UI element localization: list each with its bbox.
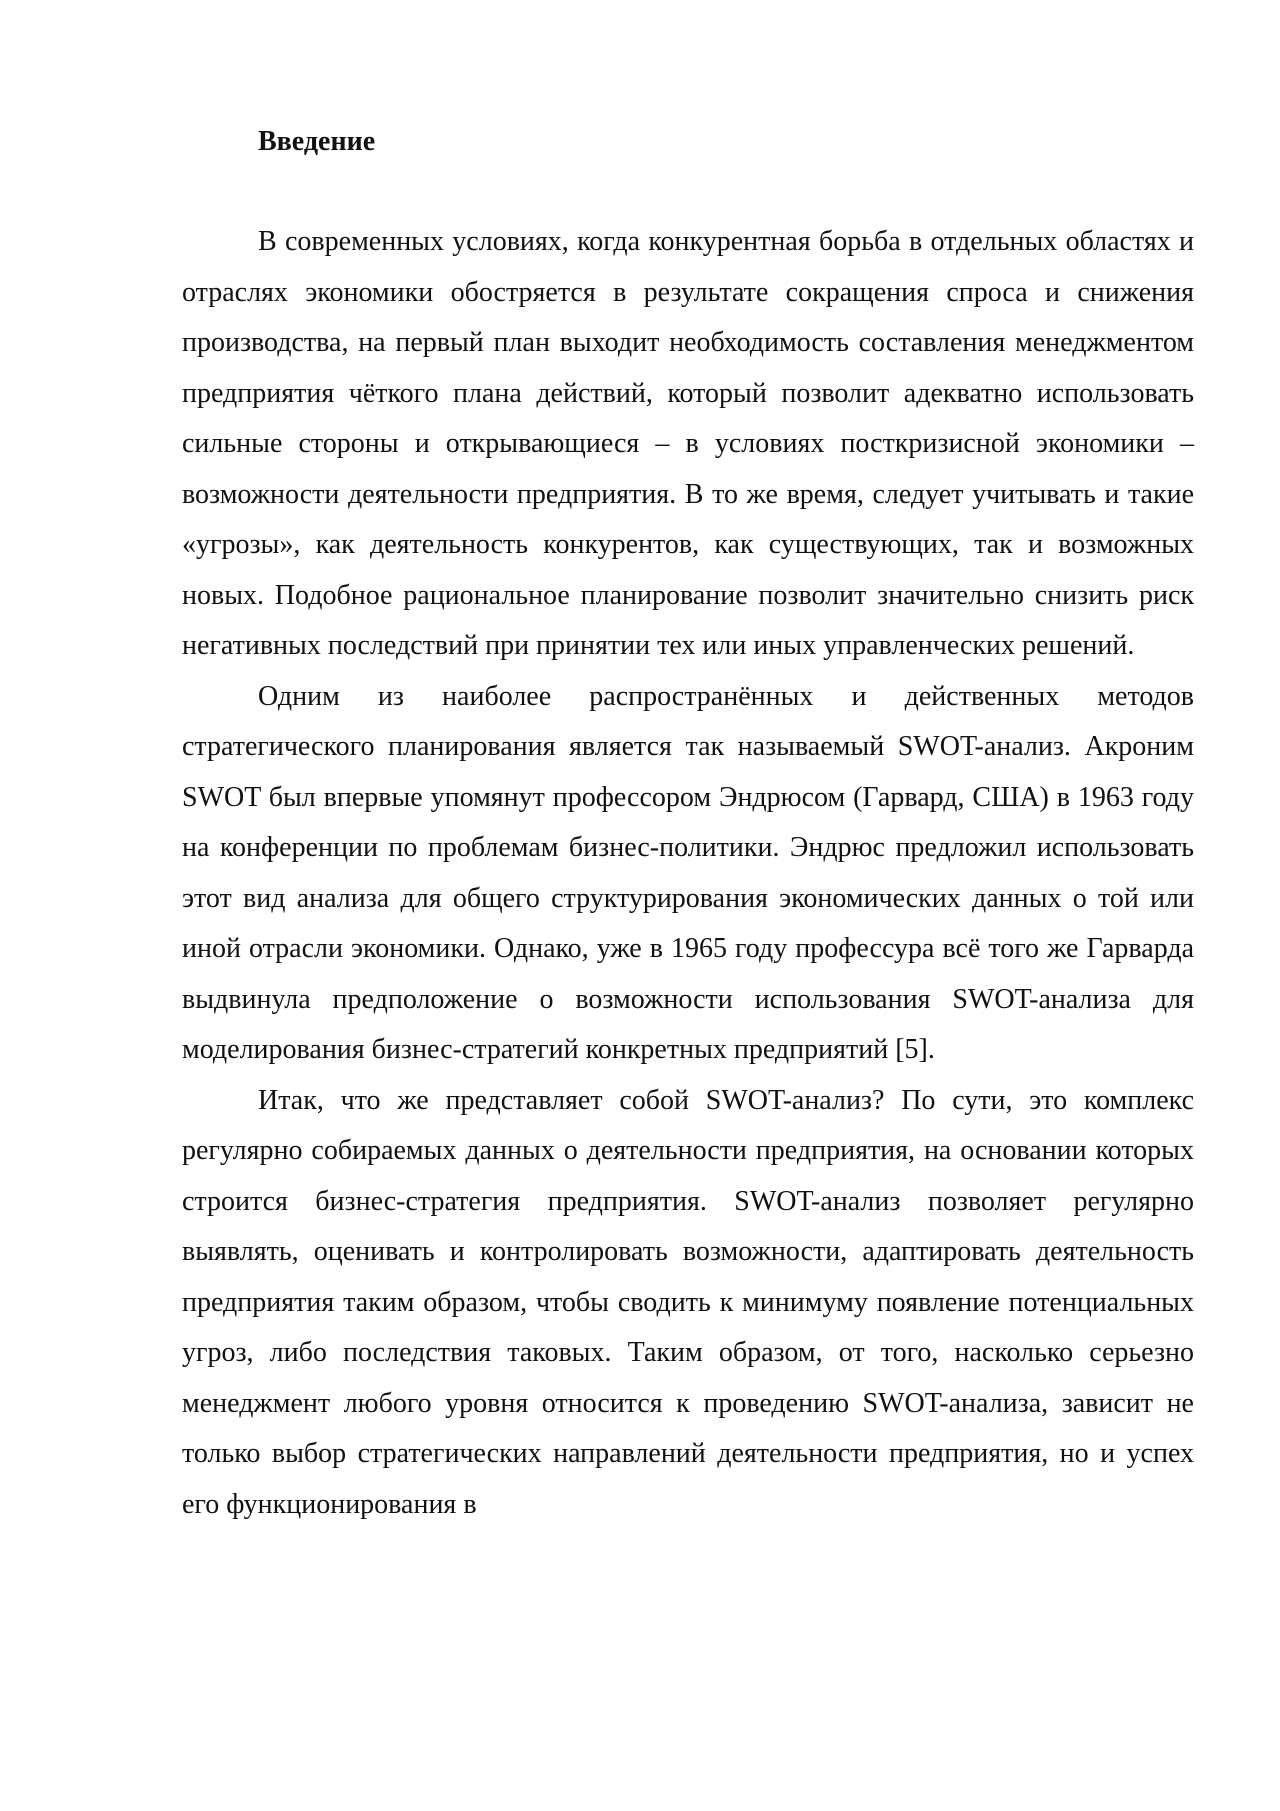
paragraph-2: Одним из наиболее распространённых и действенных методов стратегического планирования является так называемый SWOT-анализ. Акроним SWOT был впервые упомянут профессором Эндрюсом (Гарвард, США) в 1963 году на конференции по проблемам бизнес-политики. Эндрюс предложил использовать этот вид анализа для общего структурирования экономических данных о той или иной отрасли экономики. Однако, уже в 1965 году профессура всё того же Гарварда выдвинула предположение о возможности использования SWOT-анализа для моделирования бизнес-стратегий конкретных предприятий [5]. bbox=[182, 680, 1194, 1065]
paragraph-3: Итак, что же представляет собой SWOT-анализ? По сути, это комплекс регулярно собираемых данных о деятельности предприятия, на основании которых строится бизнес-стратегия предприятия. SWOT-анализ позволяет регулярно выявлять, оценивать и контролировать возможности, адаптировать деятельность предприятия таким образом, чтобы сводить к минимуму появление потенциальных угроз, либо последствия таковых. Таким образом, от того, насколько серьезно менеджмент любого уровня относится к проведению SWOT-анализа, зависит не только выбор стратегических направлений деятельности предприятия, но и успех его функционирования в bbox=[182, 1084, 1194, 1520]
document-body bbox=[182, 118, 1194, 1530]
section-heading: Введение bbox=[258, 126, 376, 157]
paragraph-1: В современных условиях, когда конкурентная борьба в отдельных областях и отраслях экономики обостряется в результате сокращения спроса и снижения производства, на первый план выходит необходимость составления менеджментом предприятия чёткого плана действий, который позволит адекватно использовать сильные стороны и открывающиеся – в условиях посткризисной экономики – возможности деятельности предприятия. В то же время, следует учитывать и такие «угрозы», как деятельность конкурентов, как существующих, так и возможных новых. Подобное рациональное планирование позволит значительно снизить риск негативных последствий при принятии тех или иных управленческих решений. bbox=[182, 226, 1194, 661]
